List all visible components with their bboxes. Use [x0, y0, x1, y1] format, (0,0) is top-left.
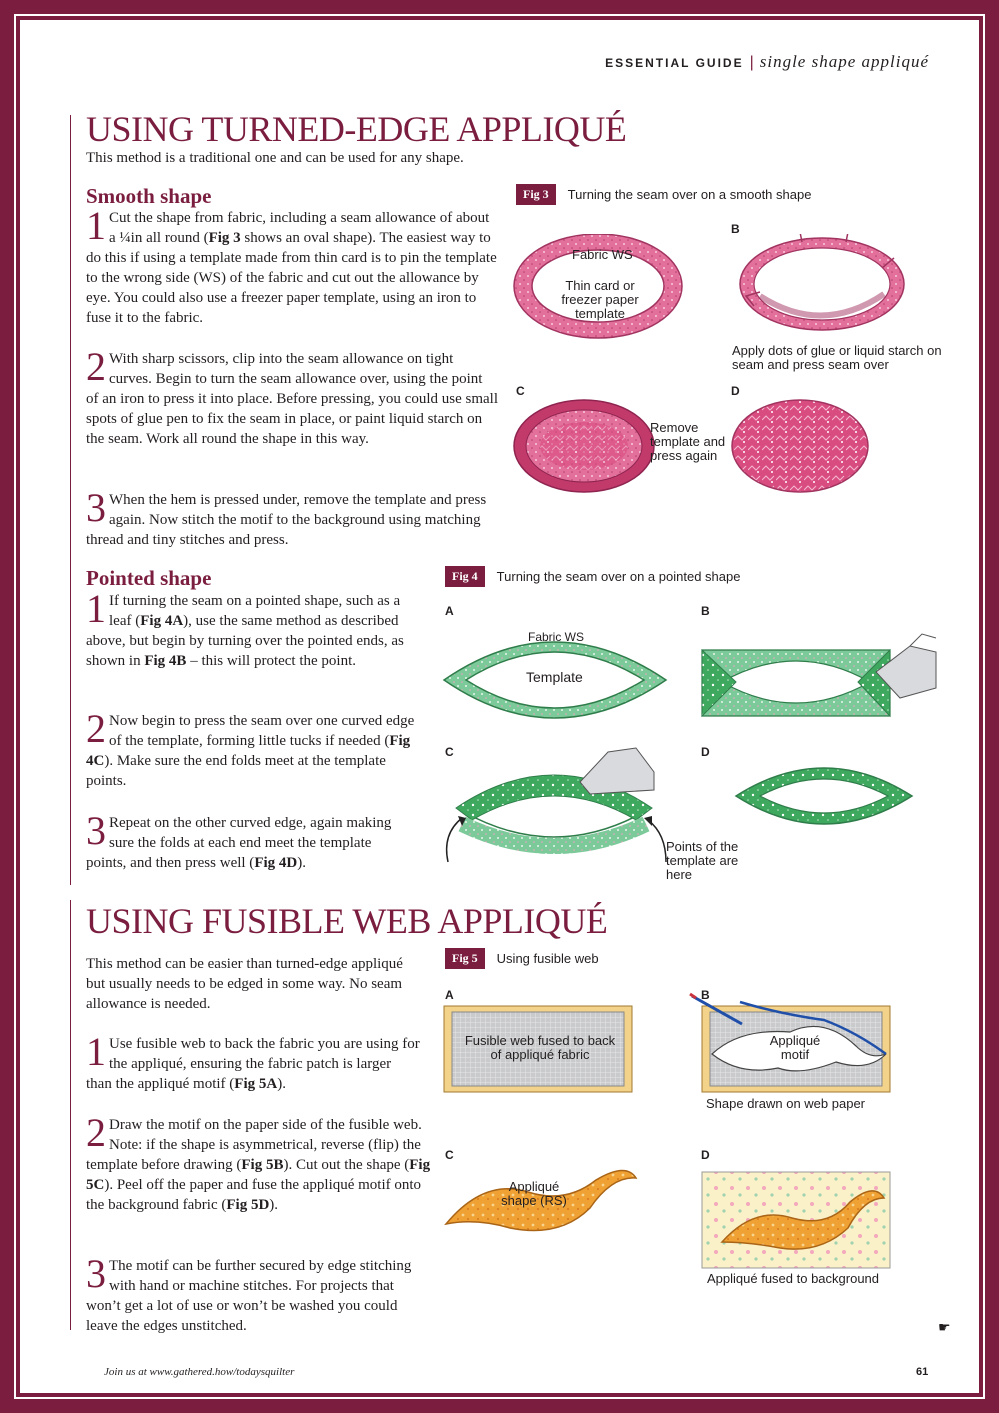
fusible-step-1 [86, 1029, 420, 1094]
fig5-shape-rs-label: Appliqué shape (RS) [501, 1179, 567, 1208]
step-text: Now begin to press the seam over one curved edge of the template, forming little tucks if needed (Fig 4C). Make sure the end folds meet at the template points. [86, 713, 415, 789]
fig4-letter-b: B [701, 604, 710, 618]
fig4-letter-a: A [445, 604, 454, 618]
fig5-motif-label: Appliqué motif [769, 1033, 821, 1062]
running-head-separator: | [749, 54, 754, 71]
smooth-step-3 [86, 485, 498, 550]
step-number: 1 [86, 1029, 106, 1074]
fig3-panel-c [514, 400, 654, 492]
fig3-glue-label: Apply dots of glue or liquid starch on seam and press seam over [732, 343, 942, 372]
footer-website: Join us at www.gathered.how/todaysquilter [104, 1366, 295, 1378]
step-text: If turning the seam on a pointed shape, such as a leaf (Fig 4A), use the same method as described above, but begin by turning over the pointed ends, as shown in Fig 4B – this will protect the point. [86, 593, 404, 669]
left-rule-section2 [70, 900, 71, 1330]
fig4-letter-c: C [445, 745, 454, 759]
fig3-panel-d [732, 400, 868, 492]
step-text: With sharp scissors, clip into the seam allowance on tight curves. Begin to turn the seam allowance over, using the point of an iron to press it into place. Before pressing, you could use small spots of glue pen to fix the seam in place, or paint liquid starch on the seam. Work all round the shape in this way. [86, 351, 498, 447]
pointing-hand-icon: ☛ [938, 1321, 951, 1336]
step-number: 2 [86, 706, 106, 751]
fig3-remove-label: Remove template and press again [650, 420, 726, 463]
running-head-guide: ESSENTIAL GUIDE [605, 56, 744, 70]
fig5-shape-drawn-label: Shape drawn on web paper [706, 1096, 866, 1111]
smooth-step-2 [86, 344, 498, 449]
smooth-shape-heading: Smooth shape [86, 184, 212, 208]
fig5-letter-d: D [701, 1148, 710, 1162]
step-number: 3 [86, 808, 106, 853]
fig3-letter-b: B [731, 222, 740, 236]
fig4-label [445, 566, 740, 587]
step-number: 2 [86, 344, 106, 389]
fig4-panel-b [702, 634, 936, 716]
pointed-step-1 [86, 586, 416, 671]
fig5-label [445, 948, 599, 969]
fig3-tag: Fig 3 [516, 184, 556, 205]
step-text: Cut the shape from fabric, including a seam allowance of about a ¼in all round (Fig 3 shows an oval shape). The easiest way to do this if using a template made from thin card is to pin the template to the wrong side (WS) of the fabric and cut out the allowance by eye. You could also use a freezer paper template, using an iron to fuse it to the fabric. [86, 210, 497, 326]
pointed-shape-heading: Pointed shape [86, 566, 212, 590]
running-head-topic: single shape appliqué [759, 52, 929, 71]
section1-intro: This method is a traditional one and can be used for any shape. [86, 150, 464, 166]
section2-intro: This method can be easier than turned-edge appliqué but usually needs to be edged in some way. No seam allowance is needed. [86, 956, 403, 1012]
fig3-letter-d: D [731, 384, 740, 398]
step-text: Use fusible web to back the fabric you are using for the appliqué, ensuring the fabric patch is larger than the appliqué motif (Fig 5A). [86, 1036, 420, 1092]
left-rule-section1 [70, 115, 71, 885]
fig3-fabric-ws-label: Fabric WS [572, 247, 633, 262]
section2-title: USING FUSIBLE WEB APPLIQUÉ [86, 901, 608, 941]
pointed-step-2 [86, 706, 420, 791]
step-text: The motif can be further secured by edge stitching with hand or machine stitches. For projects that won’t get a lot of use or won’t be washed you could leave the edges unstitched. [86, 1258, 412, 1334]
fig5-caption: Using fusible web [496, 951, 599, 966]
step-number: 2 [86, 1110, 106, 1155]
step-number: 3 [86, 1251, 106, 1296]
fig4-points-label: Points of the template are here [666, 839, 739, 882]
fig5-letter-b: B [701, 988, 710, 1002]
fig3-thin-card-label: Thin card or freezer paper template [561, 278, 639, 321]
step-number: 1 [86, 586, 106, 631]
fig5-letter-a: A [445, 988, 454, 1002]
running-head [605, 52, 929, 72]
pointed-step-3 [86, 808, 410, 873]
page-number: 61 [916, 1366, 929, 1378]
fig5-panel-d [702, 1172, 890, 1268]
fig4-tag: Fig 4 [445, 566, 485, 587]
fig5-letter-c: C [445, 1148, 454, 1162]
fig3-letter-c: C [516, 384, 525, 398]
fig5-fusible-label: Fusible web fused to back of appliqué fabric [464, 1033, 616, 1062]
step-number: 1 [86, 203, 106, 248]
fig4-fabric-ws-label: Fabric WS [528, 630, 585, 644]
fig4-template-label: Template [526, 669, 583, 685]
fig5-fused-label: Appliqué fused to background [707, 1271, 880, 1286]
fig4-letter-d: D [701, 745, 710, 759]
fig4-caption: Turning the seam over on a pointed shape [496, 569, 741, 584]
section1-title: USING TURNED-EDGE APPLIQUÉ [86, 109, 627, 149]
fig3-label [516, 184, 811, 205]
fig3-panel-b [740, 234, 904, 330]
smooth-step-1 [86, 203, 498, 328]
fig4-panel-d [736, 768, 912, 824]
fusible-step-2 [86, 1110, 432, 1215]
fusible-step-3 [86, 1251, 420, 1336]
fig5-tag: Fig 5 [445, 948, 485, 969]
step-text: When the hem is pressed under, remove the template and press again. Now stitch the motif to the background using matching thread and tiny stitches and press. [86, 492, 487, 548]
step-text: Repeat on the other curved edge, again making sure the folds at each end meet the template points, and then press well (Fig 4D). [86, 815, 392, 871]
step-number: 3 [86, 485, 106, 530]
step-text: Draw the motif on the paper side of the fusible web. Note: if the shape is asymmetrical, reverse (flip) the template before drawing (Fig 5B). Cut out the shape (Fig 5C). Peel off the paper and fuse the appliqué motif onto the background fabric (Fig 5D). [86, 1117, 431, 1213]
fig3-caption: Turning the seam over on a smooth shape [567, 187, 812, 202]
fig4-panel-c [447, 748, 666, 862]
